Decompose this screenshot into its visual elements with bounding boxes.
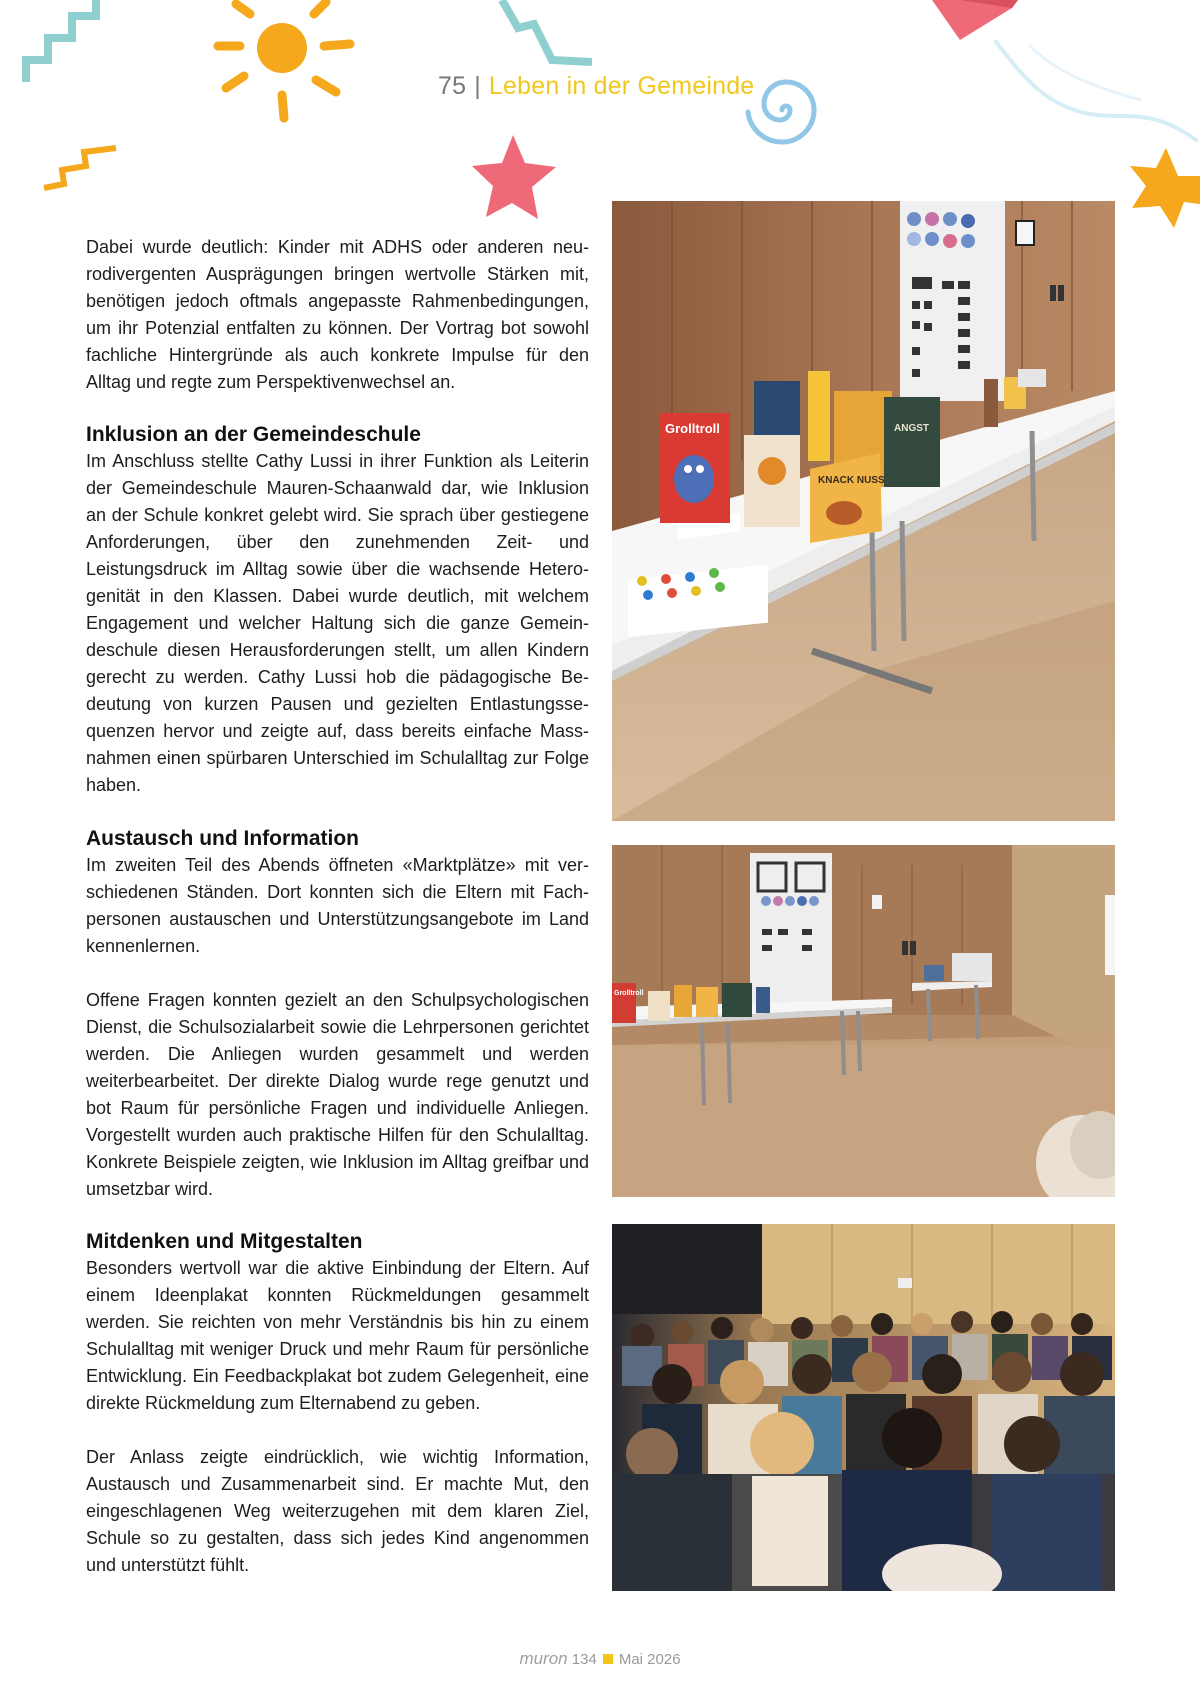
- issue-number: 134: [571, 1651, 597, 1668]
- book-title-angst: ANGST: [894, 423, 929, 434]
- photo-book-table: [612, 201, 1115, 821]
- section-title: Leben in der Gemeinde: [488, 72, 755, 100]
- yellow-star-icon: [1126, 146, 1200, 232]
- body-paragraph: Der Anlass zeigte eindrücklich, wie wichtig Information, Austausch und Zusammenarbeit sind. Er machte Mut, den eingeschlagenen Weg weiterzugehen mit dem klaren Ziel, Schule so zu gestalten, dass sich jedes Kind angenommen und unterstützt fühlt.: [86, 1447, 589, 1575]
- body-paragraph: Besonders wertvoll war die aktive Einbindung der Eltern. Auf einem Ideenplakat konnten Rückmeldungen gesammelt werden. Sie reichten von mehr Verständnis bis hin zu einem Schulalltag mit weniger Druck und mehr Raum für persönliche Entwicklung. Ein Feedbackplakat bot zudem Gelegenheit, eine direkte Rückmeldung zum Elternabend zu geben.: [86, 1258, 589, 1413]
- page-footer: [0, 1649, 1200, 1669]
- body-paragraph: Im Anschluss stellte Cathy Lussi in ihrer Funktion als Leiterin der Gemeindeschule Mauren-Schaanwald dar, wie Inklusion an der Schule konkret gelebt wird. Sie sprach über gestiegene Anforderungen, über den zunehmenden Zeit- und Leistungsdruck im Alltag sowie über die wachsende Heterogenität in den Klassen. Dabei wurde deutlich, mit welchem Engagement und welcher Haltung sich die ganze Gemeindeschule diesen Herausforderungen stellt, um allen Kindern gerecht zu werden. Cathy Lussi hob die pädagogische Bedeutung von kurzen Pausen und gezielten Entlastungssequenzen hervor und zeigte auf, dass bereits einfache Massnahmen einen spürbaren Unterschied im Schulalltag zur Folge haben.: [86, 451, 589, 795]
- article-section-austausch: [86, 825, 589, 1203]
- blue-spiral-icon: [742, 66, 827, 151]
- coral-star-icon: [470, 130, 560, 225]
- yellow-zigzag-left: [40, 140, 120, 195]
- book-title-grolltroll: Grolltroll: [614, 990, 644, 997]
- book-title-grolltroll: Grolltroll: [665, 421, 720, 436]
- body-paragraph: Im zweiten Teil des Abends öffneten «Marktplätze» mit verschiedenen Ständen. Dort konnten sich die Eltern mit Fachpersonen austauschen und Unterstützungsangebote im Land kennenlernen.: [86, 855, 589, 956]
- section-heading: Mitdenken und Mitgestalten: [86, 1230, 363, 1253]
- page-number: 75: [438, 72, 467, 100]
- issue-date: Mai 2026: [618, 1651, 681, 1668]
- footer-square-icon: [603, 1654, 613, 1664]
- section-heading: Inklusion an der Gemeindeschule: [86, 423, 421, 446]
- teal-zigzag-top-left: [20, 0, 110, 90]
- photo-hall-stands: [612, 845, 1115, 1197]
- section-heading: Austausch und Information: [86, 827, 359, 850]
- header-separator: |: [474, 72, 481, 100]
- article-section-inklusion: [86, 421, 589, 799]
- article-intro: [86, 234, 589, 396]
- magazine-name: muron: [519, 1649, 568, 1668]
- article-section-mitdenken: [86, 1228, 589, 1579]
- photo-audience: [612, 1224, 1115, 1591]
- body-paragraph: Offene Fragen konnten gezielt an den Schulpsychologischen Dienst, die Schulsozialarbeit sowie die Lehrpersonen gerichtet werden. Die Anliegen wurden gesammelt und werden weiterbearbeitet. Der direkte Dialog wurde rege genutzt und bot Raum für persönliche Fragen und individuelle Anliegen. Vorgestellt wurden auch praktische Hilfen für den Schulalltag. Konkrete Beispiele zeigten, wie Inklusion im Alltag greifbar und umsetzbar wird.: [86, 990, 589, 1199]
- intro-paragraph: Dabei wurde deutlich: Kinder mit ADHS oder anderen neurodivergenten Ausprägungen bringen wertvolle Stärken mit, benötigen jedoch oftmals angepasste Rahmenbedingungen, um ihr Potenzial entfalten zu können. Der Vortrag bot sowohl fachliche Hintergründe als auch konkrete Impulse für den Alltag und regte zum Perspektivenwechsel an.: [86, 237, 589, 392]
- kite-string-line: [990, 36, 1200, 146]
- book-title-knack-nuss: KNACK NUSS: [818, 475, 885, 486]
- sun-icon: [212, 0, 362, 130]
- page-header: [438, 72, 754, 101]
- teal-zigzag-top-center: [498, 0, 593, 75]
